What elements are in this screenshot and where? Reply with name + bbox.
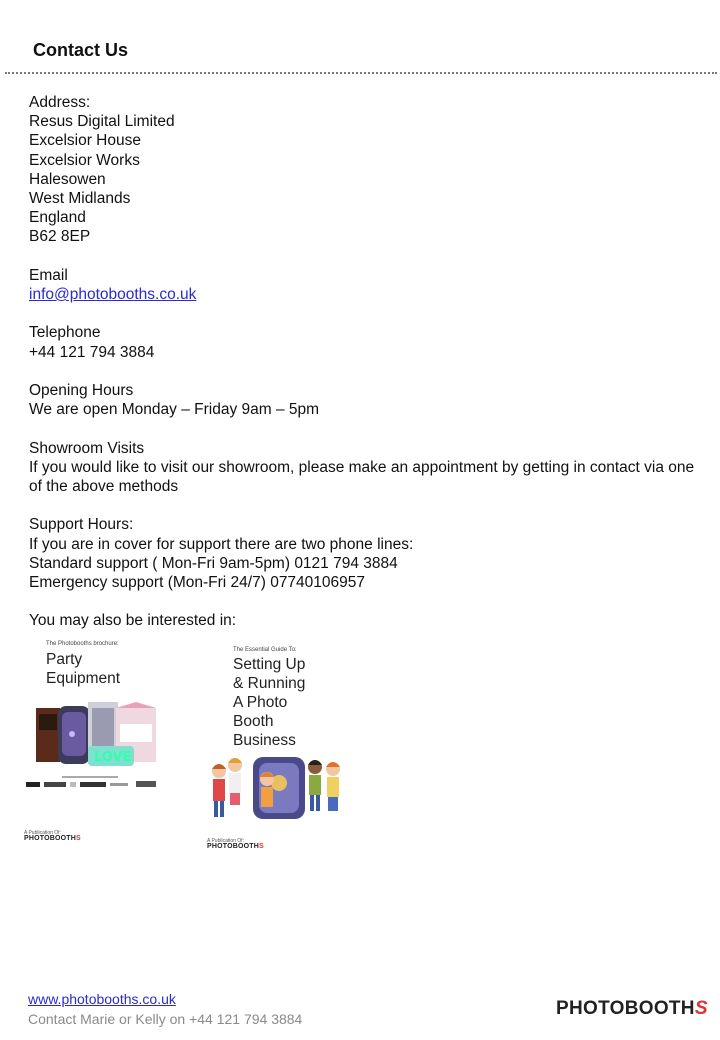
brochure-header: The Photobooths brochure: [46, 641, 119, 647]
photobooths-small-logo: PHOTOBOOTHS [207, 843, 264, 850]
guide-title-line: & Running [233, 675, 306, 692]
brochure-cover-party-equipment[interactable] [20, 638, 170, 848]
client-logos [26, 776, 166, 792]
support-label: Support Hours: [29, 516, 134, 534]
address-line: Resus Digital Limited [29, 113, 175, 131]
footer-website-link[interactable]: www.photobooths.co.uk [28, 991, 176, 1007]
address-line: Excelsior House [29, 132, 141, 150]
page-title: Contact Us [33, 40, 129, 60]
publication-label: A Publication Of: [24, 830, 61, 836]
brochure-title-line: Party [46, 651, 83, 668]
showroom-label: Showroom Visits [29, 439, 145, 457]
svg-text:LOVE: LOVE [94, 750, 132, 765]
guide-header: The Essential Guide To: [233, 647, 297, 653]
address-label: Address: [29, 94, 91, 111]
support-line: Standard support ( Mon-Fri 9am-5pm) 0121 794 3884 [29, 554, 398, 572]
address-line: West Midlands [29, 190, 131, 208]
guide-title-line: Business [233, 732, 296, 749]
interested-label: You may also be interested in: [29, 612, 237, 630]
cartoon-people-illustration [211, 753, 347, 825]
divider [5, 72, 717, 74]
opening-hours-text: We are open Monday – Friday 9am – 5pm [29, 401, 320, 419]
contact-details [29, 93, 699, 631]
address-line: B62 8EP [29, 228, 91, 246]
guide-title-line: Setting Up [233, 656, 306, 673]
guide-title-line: Booth [233, 713, 274, 730]
address-line: England [29, 209, 86, 227]
guide-title-line: A Photo [233, 694, 288, 711]
brochure-title-line: Equipment [46, 670, 121, 687]
address-line: Halesowen [29, 170, 106, 188]
support-line: If you are in cover for support there are two phone lines: [29, 535, 414, 553]
address-line: Excelsior Works [29, 151, 140, 169]
showroom-text: If you would like to visit our showroom, please make an appointment by getting in contact via one of the above methods [29, 458, 695, 495]
photobooths-logo: PHOTOBOOTHS [556, 998, 708, 1019]
publication-label: A Publication Of: [207, 838, 244, 844]
opening-hours-label: Opening Hours [29, 382, 134, 399]
email-label: Email [29, 266, 68, 284]
telephone-label: Telephone [29, 324, 101, 342]
support-line: Emergency support (Mon-Fri 24/7) 07740106957 [29, 574, 366, 591]
telephone-value: +44 121 794 3884 [29, 343, 155, 361]
footer-contact-text: Contact Marie or Kelly on +44 121 794 3884 [28, 1011, 303, 1027]
email-link[interactable]: info@photobooths.co.uk [29, 286, 197, 304]
photobooths-small-logo: PHOTOBOOTHS [24, 835, 81, 842]
guide-cover-photo-booth-business[interactable] [205, 645, 355, 855]
